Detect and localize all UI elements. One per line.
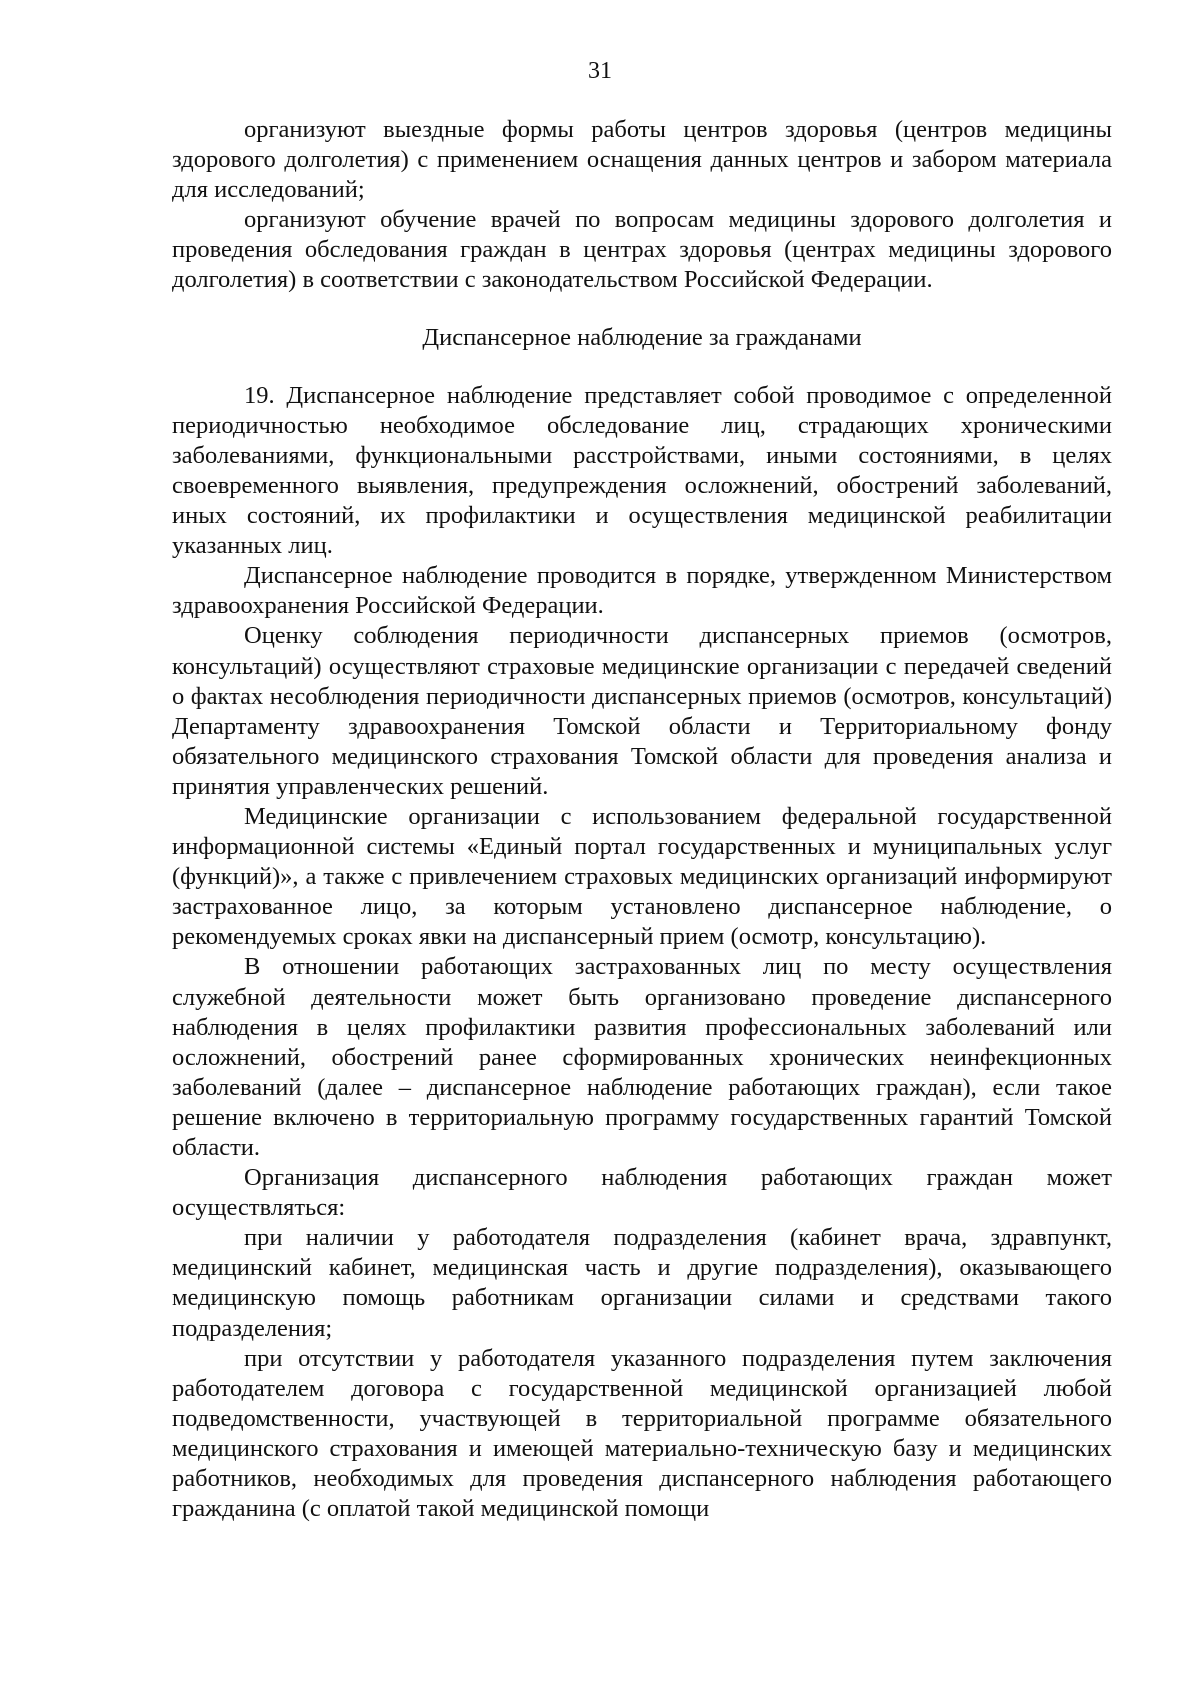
paragraph-working-citizens: В отношении работающих застрахованных лиц по месту осуществления служебной деятельности может быть организовано проведение диспансерного наблюдения в целях профилактики развития профессиональных заболеваний или осложнений, обострений ранее сформированных хронических неинфекционных заболеваний (далее – диспансерное наблюдение работающих граждан), если такое решение включено в территориальную программу государственных гарантий Томской области. bbox=[172, 953, 1112, 1161]
document-body bbox=[172, 115, 1112, 1524]
paragraph-assessment: Оценку соблюдения периодичности диспансерных приемов (осмотров, консультаций) осуществляют страховые медицинские организации с передачей сведений о фактах несоблюдения периодичности диспансерных приемов (осмотров, консультаций) Департаменту здравоохранения Томской области и Территориальному фонду обязательного медицинского страхования Томской области для проведения анализа и принятия управленческих решений. bbox=[172, 622, 1112, 800]
paragraph-informing: Медицинские организации с использованием федеральной государственной информационной системы «Единый портал государственных и муниципальных услуг (функций)», а также с привлечением страховых медицинских организаций информируют застрахованное лицо, за которым установлено диспансерное наблюдение, о рекомендуемых сроках явки на диспансерный прием (осмотр, консультацию). bbox=[172, 802, 1112, 951]
section-heading: Диспансерное наблюдение за гражданами bbox=[422, 323, 862, 351]
paragraph-intro-2: организуют обучение врачей по вопросам медицины здорового долголетия и проведения обследования граждан в центрах здоровья (центрах медицины здорового долголетия) в соответствии с законодательством Российской Федерации. bbox=[172, 206, 1112, 294]
paragraph-intro-1: организуют выездные формы работы центров здоровья (центров медицины здорового долголетия) с применением оснащения данных центров и забором материала для исследований; bbox=[172, 116, 1112, 204]
paragraph-procedure: Диспансерное наблюдение проводится в порядке, утвержденном Министерством здравоохранения Российской Федерации. bbox=[172, 562, 1112, 620]
paragraph-employer-unit: при наличии у работодателя подразделения (кабинет врача, здравпункт, медицинский кабинет, медицинская часть и другие подразделения), оказывающего медицинскую помощь работникам организации силами и средствами такого подразделения; bbox=[172, 1224, 1112, 1342]
paragraph-organization: Организация диспансерного наблюдения работающих граждан может осуществляться: bbox=[172, 1164, 1112, 1222]
paragraph-19: 19. Диспансерное наблюдение представляет собой проводимое с определенной периодичностью необходимое обследование лиц, страдающих хроническими заболеваниями, функциональными расстройствами, иными состояниями, в целях своевременного выявления, предупреждения осложнений, обострений заболеваний, иных состояний, их профилактики и осуществления медицинской реабилитации указанных лиц. bbox=[172, 381, 1112, 560]
page-number: 31 bbox=[588, 58, 612, 84]
paragraph-employer-contract: при отсутствии у работодателя указанного подразделения путем заключения работодателем договора с государственной медицинской организацией любой подведомственности, участвующей в территориальной программе обязательного медицинского страхования и имеющей материально-техническую базу и медицинских работников, необходимых для проведения диспансерного наблюдения работающего гражданина (с оплатой такой медицинской помощи bbox=[172, 1344, 1112, 1523]
